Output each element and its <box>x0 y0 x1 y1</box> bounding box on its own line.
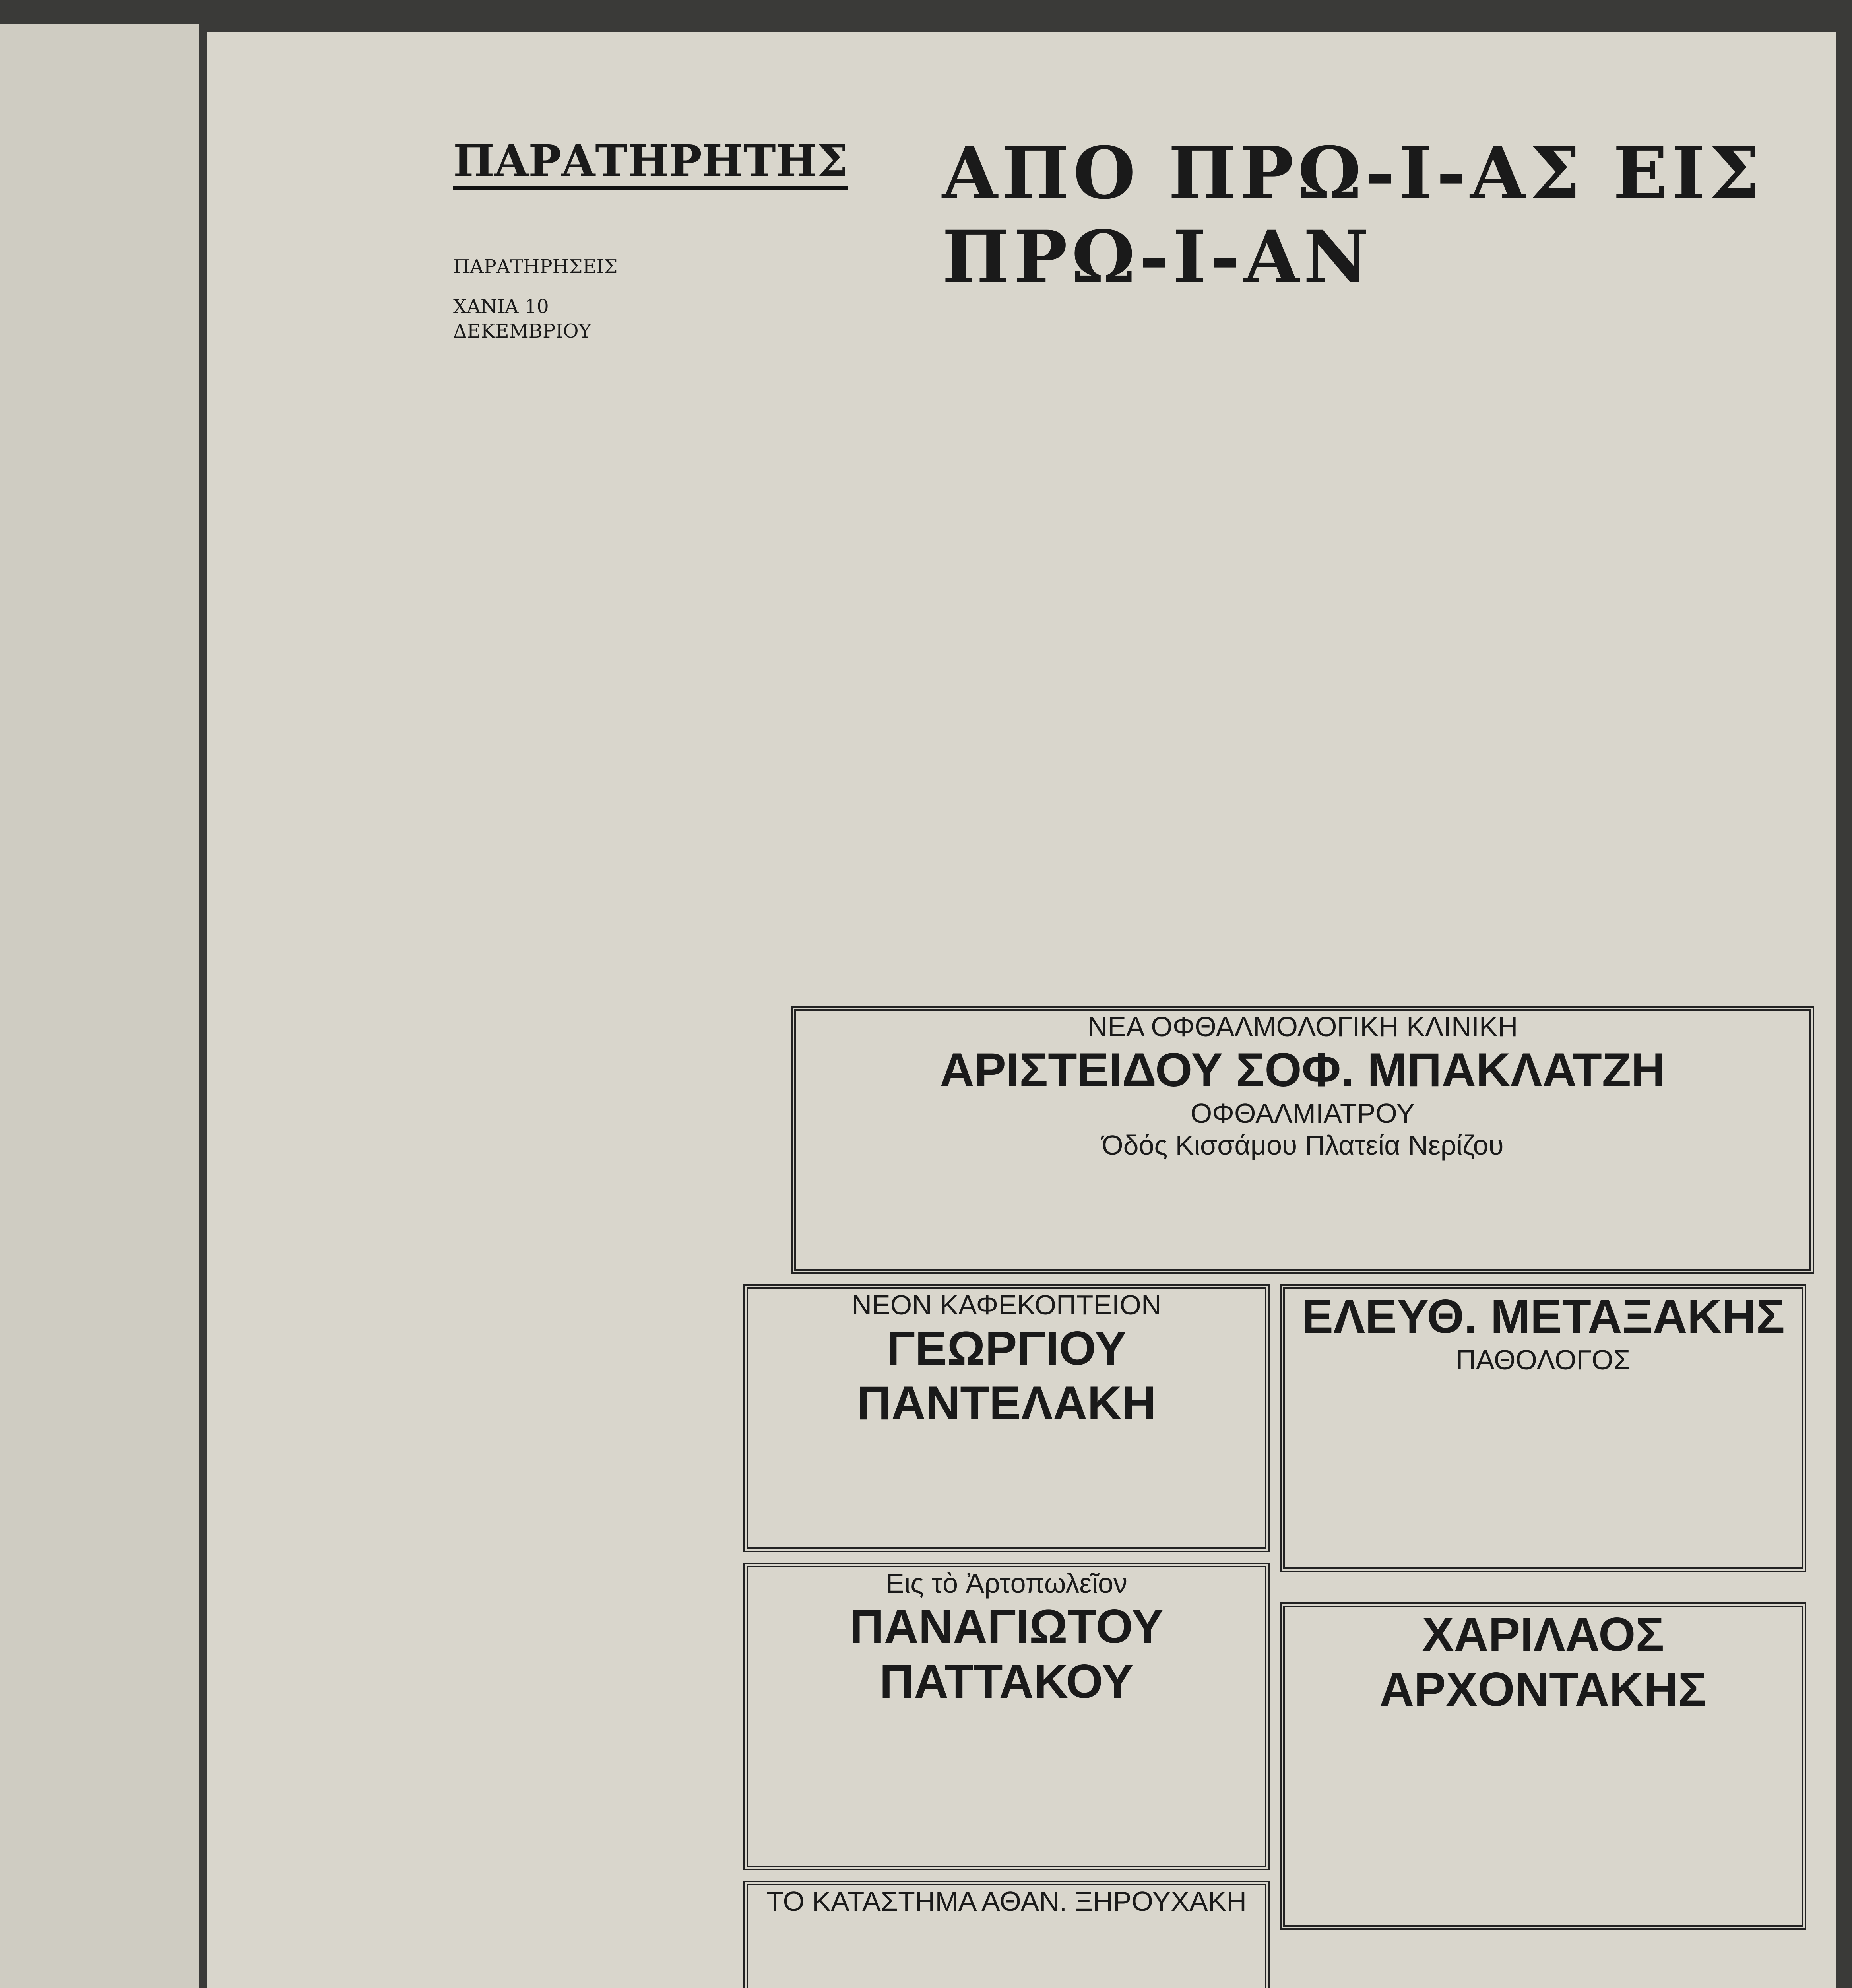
ad-role: ΟΦΘΑΛΜΙΑΤΡΟΥ <box>1190 1098 1415 1129</box>
ad-name: ΠΑΝΑΓΙΩΤΟΥ ΠΑΤΤΑΚΟΥ <box>849 1600 1164 1708</box>
adjacent-page <box>0 24 199 1988</box>
ad-store <box>743 1881 1270 1988</box>
paper-title: ΠΑΡΑΤΗΡΗΤΗΣ <box>453 135 848 190</box>
ad-title: ΝΕΟΝ ΚΑΦΕΚΟΠΤΕΙΟΝ <box>851 1289 1162 1320</box>
ad-ophthalmology <box>791 1006 1814 1274</box>
ad-coffee <box>743 1284 1270 1552</box>
ad-name: ΕΛΕΥΘ. ΜΕΤΑΞΑΚΗΣ <box>1301 1290 1785 1343</box>
ad-dermatology <box>1280 1602 1806 1930</box>
newspaper-page <box>207 32 1836 1988</box>
ad-doctor <box>1280 1284 1806 1572</box>
ad-role: ΠΑΘΟΛΟΓΟΣ <box>1456 1344 1631 1375</box>
ad-title: ΝΕΑ ΟΦΘΑΛΜΟΛΟΓΙΚΗ ΚΛΙΝΙΚΗ <box>1087 1011 1518 1042</box>
masthead: ΑΠΟ ΠΡΩ-Ι-ΑΣ ΕΙΣ ΠΡΩ-Ι-ΑΝ <box>942 131 1764 299</box>
observations-heading: ΠΑΡΑΤΗΡΗΣΕΙΣ <box>453 256 618 278</box>
ad-title: Εις τὸ Ἀρτοπωλεῖον <box>886 1568 1127 1599</box>
date-line: ΧΑΝΙΑ 10 ΔΕΚΕΜΒΡΙΟΥ <box>453 295 591 342</box>
ad-name: ΧΑΡΙΛΑΟΣ ΑΡΧΟΝΤΑΚΗΣ <box>1379 1608 1707 1716</box>
ad-address: Όδός Κισσάμου Πλατεία Νερίζου <box>1102 1130 1504 1161</box>
ad-name: ΑΡΙΣΤΕΙΔΟΥ ΣΟΦ. ΜΠΑΚΛΑΤΖΗ <box>940 1043 1666 1097</box>
ad-name: ΓΕΩΡΓΙΟΥ ΠΑΝΤΕΛΑΚΗ <box>857 1322 1156 1430</box>
ad-title: ΤΟ ΚΑΤΑΣΤΗΜΑ ΑΘΑΝ. ΞΗΡΟΥΧΑΚΗ <box>766 1886 1247 1917</box>
ad-bakery <box>743 1563 1270 1870</box>
